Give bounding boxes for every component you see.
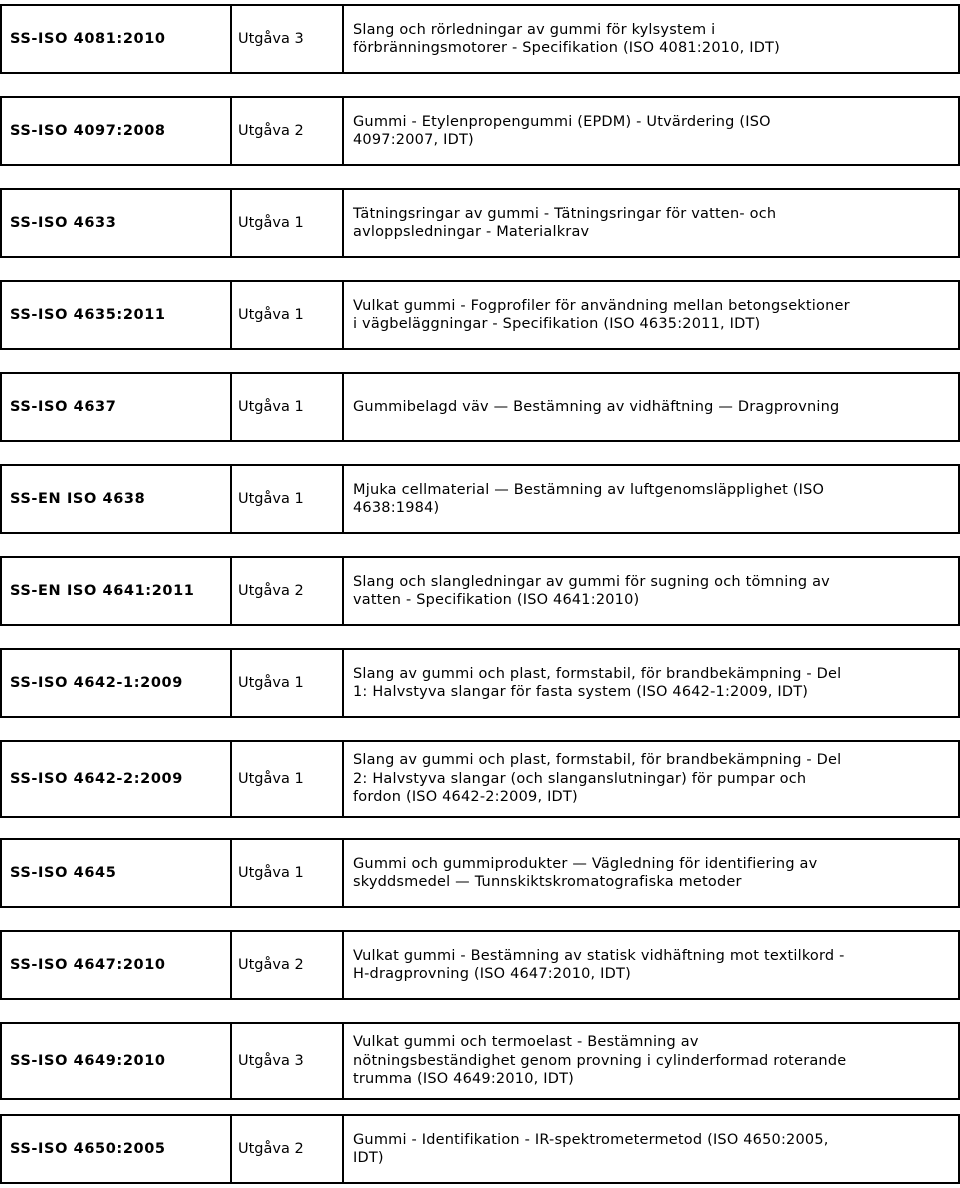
standard-code: SS-ISO 4633	[0, 188, 232, 258]
standard-title: Vulkat gummi och termoelast - Bestämning av nötningsbeständighet genom provning i cylinderformad roterande trumma (ISO 4649:2010, IDT)	[342, 1022, 960, 1100]
standard-edition: Utgåva 1	[230, 464, 344, 534]
standard-code: SS-ISO 4097:2008	[0, 96, 232, 166]
standard-row	[0, 556, 960, 626]
standard-row	[0, 188, 960, 258]
standard-title: Gummi - Identifikation - IR-spektrometermetod (ISO 4650:2005, IDT)	[342, 1114, 960, 1184]
standard-title: Tätningsringar av gummi - Tätningsringar för vatten- och avloppsledningar - Materialkrav	[342, 188, 960, 258]
standard-title: Vulkat gummi - Fogprofiler för användning mellan betongsektioner i vägbeläggningar - Specifikation (ISO 4635:2011, IDT)	[342, 280, 960, 350]
standard-title: Slang och slangledningar av gummi för sugning och tömning av vatten - Specifikation (ISO 4641:2010)	[342, 556, 960, 626]
standard-title: Slang och rörledningar av gummi för kylsystem i förbränningsmotorer - Specifikation (ISO 4081:2010, IDT)	[342, 4, 960, 74]
standard-row	[0, 4, 960, 74]
standard-title: Gummi - Etylenpropengummi (EPDM) - Utvärdering (ISO 4097:2007, IDT)	[342, 96, 960, 166]
standard-edition: Utgåva 2	[230, 930, 344, 1000]
standard-code: SS-ISO 4645	[0, 838, 232, 908]
standard-title: Gummibelagd väv — Bestämning av vidhäftning — Dragprovning	[342, 372, 960, 442]
standard-edition: Utgåva 3	[230, 1022, 344, 1100]
standard-row	[0, 372, 960, 442]
standard-row	[0, 1022, 960, 1100]
standard-row	[0, 280, 960, 350]
standard-edition: Utgåva 1	[230, 740, 344, 818]
standard-edition: Utgåva 1	[230, 648, 344, 718]
standard-code: SS-EN ISO 4641:2011	[0, 556, 232, 626]
standard-edition: Utgåva 1	[230, 372, 344, 442]
standard-code: SS-ISO 4650:2005	[0, 1114, 232, 1184]
standard-code: SS-ISO 4081:2010	[0, 4, 232, 74]
standard-title: Gummi och gummiprodukter — Vägledning för identifiering av skyddsmedel — Tunnskiktskromatografiska metoder	[342, 838, 960, 908]
standard-edition: Utgåva 2	[230, 1114, 344, 1184]
standard-code: SS-ISO 4649:2010	[0, 1022, 232, 1100]
standard-row	[0, 740, 960, 818]
standard-row	[0, 96, 960, 166]
standard-title: Vulkat gummi - Bestämning av statisk vidhäftning mot textilkord - H-dragprovning (ISO 4647:2010, IDT)	[342, 930, 960, 1000]
standard-row	[0, 930, 960, 1000]
standard-edition: Utgåva 1	[230, 188, 344, 258]
standard-row	[0, 464, 960, 534]
standard-edition: Utgåva 1	[230, 838, 344, 908]
standard-code: SS-ISO 4647:2010	[0, 930, 232, 1000]
standard-row	[0, 1114, 960, 1184]
standard-title: Slang av gummi och plast, formstabil, för brandbekämpning - Del 2: Halvstyva slangar (och slanganslutningar) för pumpar och fordon (ISO 4642-2:2009, IDT)	[342, 740, 960, 818]
standard-code: SS-ISO 4637	[0, 372, 232, 442]
standard-code: SS-ISO 4642-2:2009	[0, 740, 232, 818]
standard-edition: Utgåva 2	[230, 556, 344, 626]
standard-row	[0, 648, 960, 718]
standard-edition: Utgåva 3	[230, 4, 344, 74]
standard-code: SS-ISO 4635:2011	[0, 280, 232, 350]
standard-title: Mjuka cellmaterial — Bestämning av luftgenomsläpplighet (ISO 4638:1984)	[342, 464, 960, 534]
standard-code: SS-EN ISO 4638	[0, 464, 232, 534]
standard-edition: Utgåva 2	[230, 96, 344, 166]
standard-edition: Utgåva 1	[230, 280, 344, 350]
standard-title: Slang av gummi och plast, formstabil, för brandbekämpning - Del 1: Halvstyva slangar för fasta system (ISO 4642-1:2009, IDT)	[342, 648, 960, 718]
standard-row	[0, 838, 960, 908]
standard-code: SS-ISO 4642-1:2009	[0, 648, 232, 718]
